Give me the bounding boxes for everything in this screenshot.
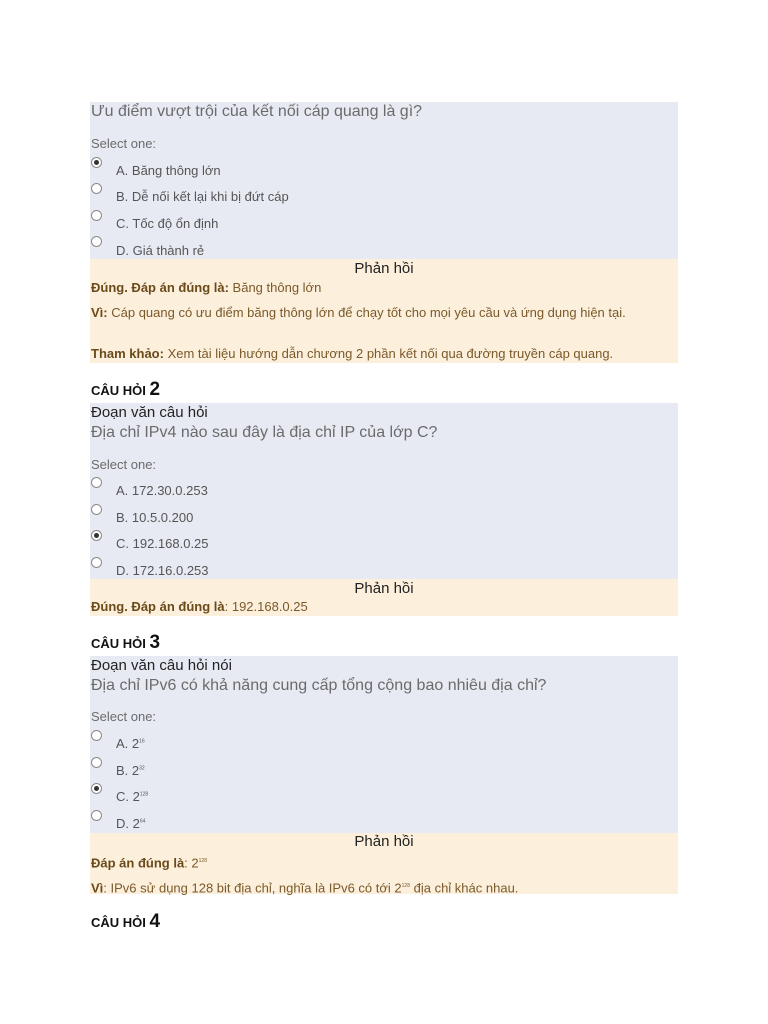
q2-option-b-label[interactable]: B. 10.5.0.200 [116, 510, 194, 525]
q3-reason-pre: : IPv6 sử dụng 128 bit địa chỉ, nghĩa là IPv6 có tới 2 [103, 880, 402, 896]
q3-reason-label: Vì [91, 880, 104, 896]
question-3-number: 3 [149, 632, 161, 653]
question-1-panel [90, 102, 678, 259]
q3-option-d-label[interactable]: D. $2^{64}$ [116, 816, 146, 831]
q3-option-d-radio[interactable] [91, 810, 102, 821]
q2-correct-value: : 192.168.0.25 [224, 599, 308, 614]
q3-correct-answer [91, 853, 679, 871]
q3-reason-post: địa chỉ khác nhau. [410, 880, 519, 896]
q1-ref-label: Tham khảo: [91, 346, 164, 361]
q3-option-b-label[interactable]: B. $2^{32}$ [116, 763, 145, 778]
q3-option-c-radio[interactable] [91, 783, 102, 794]
q1-reason [91, 305, 679, 321]
question-3-feedback-title: Phản hồi [354, 833, 414, 850]
q3-correct-label: Đáp án đúng là [91, 855, 185, 871]
q1-option-c-radio[interactable] [91, 210, 102, 221]
question-1-text: Ưu điểm vượt trội của kết nối cáp quang là gì? [91, 103, 423, 120]
question-2-header [91, 379, 160, 401]
q1-correct-answer [91, 280, 679, 296]
question-3-subtitle: Đoạn văn câu hỏi nói [91, 657, 232, 674]
q2-option-a-radio[interactable] [91, 477, 102, 488]
q3-option-a-label[interactable]: A. $2^{16}$ [116, 736, 145, 751]
q1-option-b-radio[interactable] [91, 183, 102, 194]
question-4-number: 4 [149, 911, 161, 932]
question-3-text: Địa chỉ IPv6 có khả năng cung cấp tổng cộng bao nhiêu địa chỉ? [91, 677, 547, 694]
q2-option-a-label[interactable]: A. 172.30.0.253 [116, 483, 208, 498]
q2-correct-answer [91, 599, 679, 615]
q1-reason-text: Cáp quang có ưu điểm băng thông lớn để chạy tốt cho mọi yêu cầu và ứng dụng hiện tại. [107, 305, 626, 320]
q2-option-d-radio[interactable] [91, 557, 102, 568]
question-3-header-label: CÂU HỎI [91, 636, 146, 651]
q1-option-a-radio[interactable] [91, 157, 102, 168]
question-4-header [91, 911, 160, 933]
q1-option-d-label[interactable]: D. Giá thành rẻ [116, 243, 205, 258]
q3-correct-exp: 128 [198, 858, 207, 864]
question-2-select-one: Select one: [91, 457, 157, 472]
q1-option-b-label[interactable]: B. Dễ nối kết lại khi bị đứt cáp [116, 189, 289, 204]
question-3-header [91, 632, 160, 654]
q1-reference [91, 346, 679, 362]
question-2-text: Địa chỉ IPv4 nào sau đây là địa chỉ IP của lớp C? [91, 424, 438, 441]
question-1-select-one: Select one: [91, 136, 157, 151]
q1-reason-label: Vì: [91, 305, 108, 320]
q2-correct-label: Đúng. Đáp án đúng là [91, 599, 225, 614]
question-1-feedback-title: Phản hồi [354, 260, 414, 277]
question-3-select-one: Select one: [91, 709, 157, 724]
q1-option-d-radio[interactable] [91, 236, 102, 247]
q1-correct-label: Đúng. Đáp án đúng là: [91, 280, 229, 295]
q1-ref-text: Xem tài liệu hướng dẫn chương 2 phần kết nối qua đường truyền cáp quang. [163, 346, 614, 361]
q1-option-c-label[interactable]: C. Tốc độ ổn định [116, 216, 219, 231]
q3-correct-value: : 2 [184, 855, 199, 871]
q3-option-b-radio[interactable] [91, 757, 102, 768]
q1-correct-value: Băng thông lớn [228, 280, 322, 295]
question-2-header-label: CÂU HỎI [91, 383, 146, 398]
q3-option-a-radio[interactable] [91, 730, 102, 741]
q2-option-b-radio[interactable] [91, 504, 102, 515]
q3-reason-exp: 128 [401, 883, 410, 889]
q3-option-c-label[interactable]: C. $2^{128}$ [116, 789, 149, 804]
question-2-feedback-title: Phản hồi [354, 580, 414, 597]
q3-reason [91, 878, 679, 896]
q2-option-c-label[interactable]: C. 192.168.0.25 [116, 536, 209, 551]
q2-option-d-label[interactable]: D. 172.16.0.253 [116, 563, 209, 578]
question-4-header-label: CÂU HỎI [91, 915, 146, 930]
question-2-subtitle: Đoạn văn câu hỏi [91, 404, 208, 421]
question-2-number: 2 [149, 379, 161, 400]
q1-option-a-label[interactable]: A. Băng thông lớn [116, 163, 221, 178]
q2-option-c-radio[interactable] [91, 530, 102, 541]
